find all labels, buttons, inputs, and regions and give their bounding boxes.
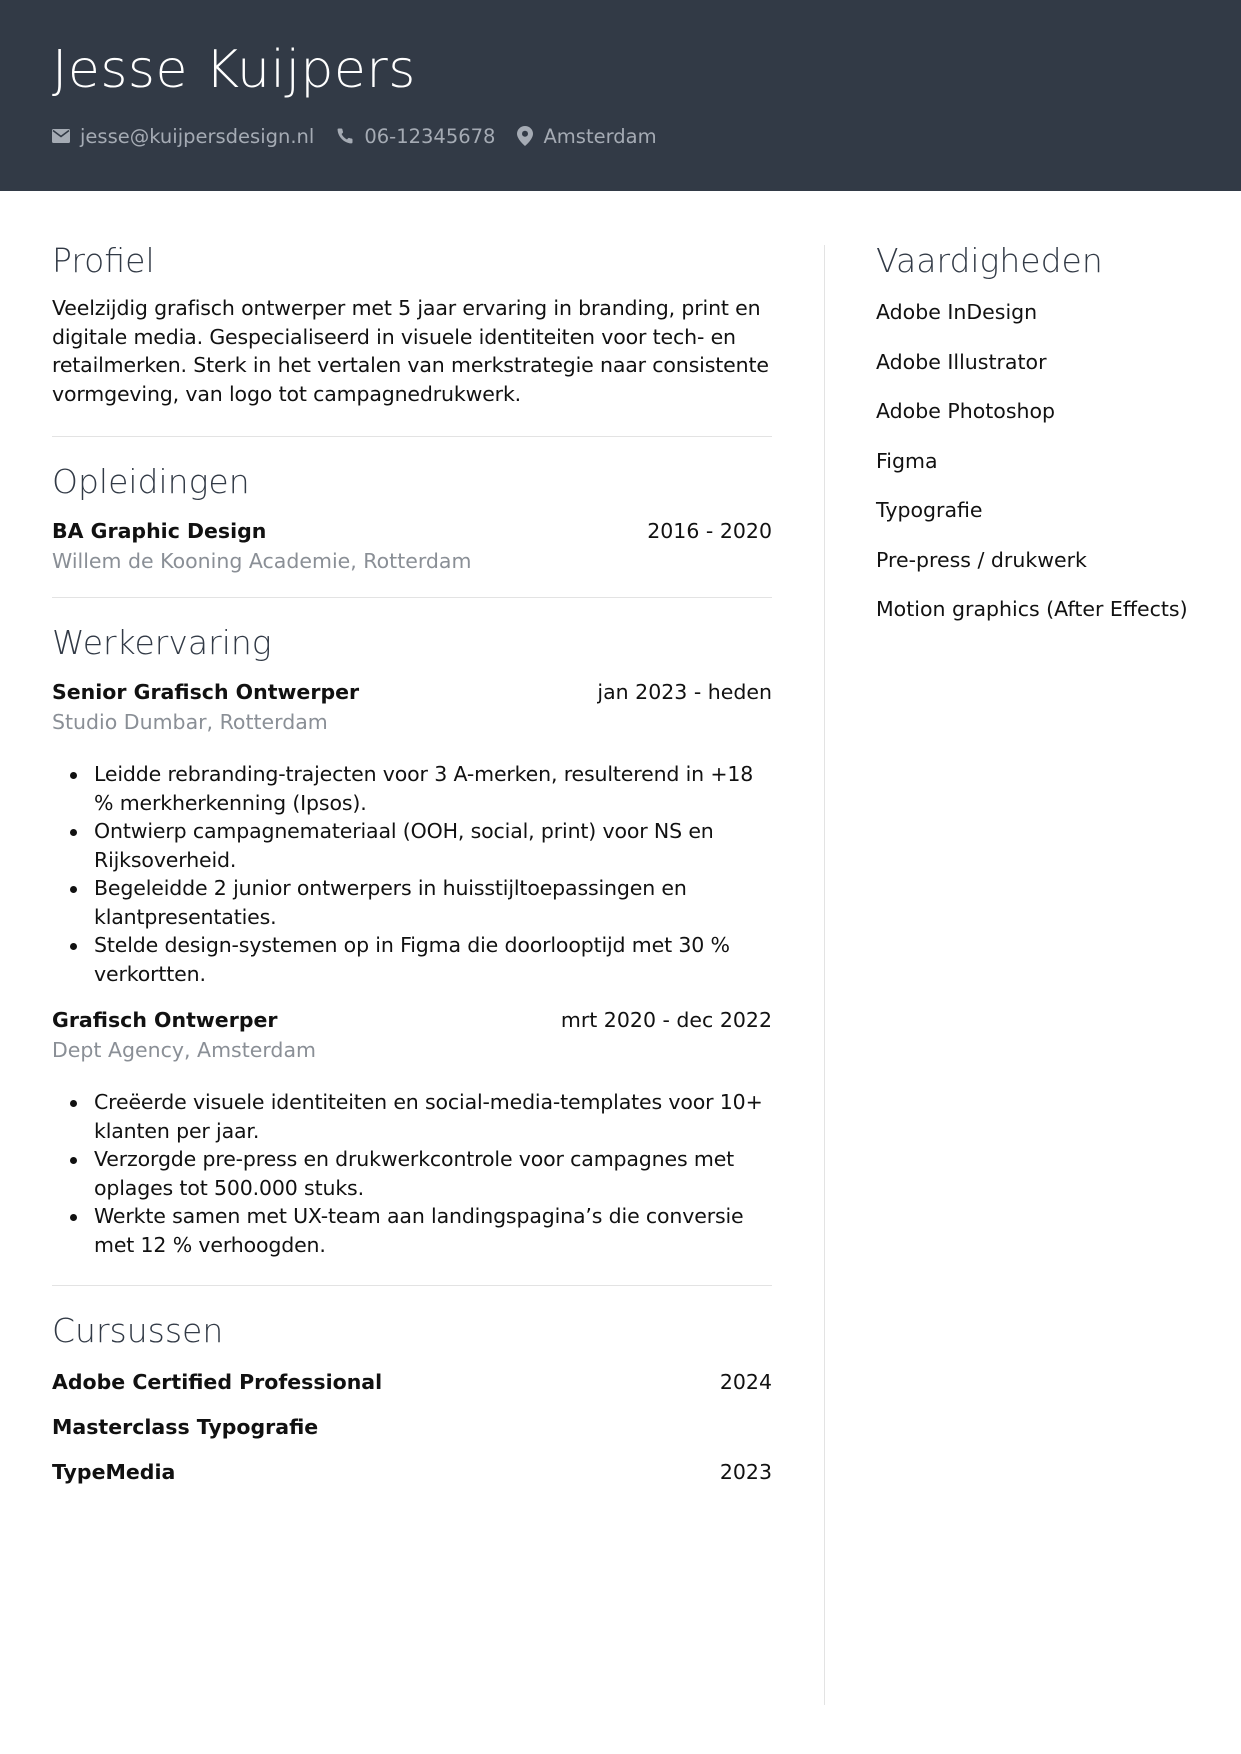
achievement-item: Verzorgde pre-press en drukwerkcontrole voor campagnes met oplages tot 500.000 stuks. (94, 1145, 772, 1202)
education-period: 2016 - 2020 (647, 519, 772, 543)
section-divider (52, 597, 772, 598)
experience-header-row (52, 680, 772, 704)
cv-header (0, 0, 1241, 191)
education-header-row (52, 519, 772, 543)
section-title-courses: Cursussen (52, 1311, 224, 1350)
achievement-item: Creëerde visuele identiteiten en social-media-templates voor 10+ klanten per jaar. (94, 1088, 772, 1145)
contact-bar (52, 122, 657, 150)
profile-text: Veelzijdig grafisch ontwerper met 5 jaar ervaring in branding, print en digitale media. Gespecialiseerd in visuele identiteiten voor tech- en retailmerken. Sterk in het vertalen van merkstrategie naar consistente vormgeving, van logo tot campagnedrukwerk. (52, 296, 769, 406)
experience-entry (52, 680, 772, 988)
achievement-item: Begeleidde 2 junior ontwerpers in huisstijltoepassingen en klantpresentaties. (94, 874, 772, 931)
phone-text: 06-12345678 (364, 124, 496, 148)
experience-entry (52, 1008, 772, 1259)
section-divider (52, 436, 772, 437)
section-divider (52, 1285, 772, 1286)
email-text: jesse@kuijpersdesign.nl (80, 124, 315, 148)
job-period: mrt 2020 - dec 2022 (560, 1008, 772, 1032)
phone-icon (336, 127, 354, 145)
courses-section (52, 1308, 772, 1484)
course-year: 2024 (719, 1370, 772, 1394)
achievement-item: Werkte samen met UX-team aan landingspagina’s die conversie met 12 % verhoogden. (94, 1202, 772, 1259)
company-name: Dept Agency, Amsterdam (52, 1038, 316, 1062)
company-name: Studio Dumbar, Rotterdam (52, 710, 328, 734)
location-text: Amsterdam (543, 124, 657, 148)
job-title: Senior Grafisch Ontwerper (52, 680, 360, 704)
skill-item: Adobe InDesign (876, 300, 1038, 324)
envelope-icon (52, 129, 70, 143)
contact-phone[interactable] (336, 125, 495, 148)
map-pin-icon (517, 126, 533, 146)
column-divider (824, 245, 825, 1705)
skill-item: Pre-press / drukwerk (876, 547, 1087, 572)
course-row (52, 1415, 772, 1439)
profile-section (52, 238, 772, 408)
education-entry (52, 519, 772, 573)
course-name: Masterclass Typografie (52, 1415, 319, 1439)
skill-item: Adobe Illustrator (876, 349, 1047, 374)
skill-item: Adobe Photoshop (876, 399, 1056, 423)
education-section (52, 459, 772, 573)
achievement-list (52, 760, 772, 988)
candidate-name: Jesse Kuijpers (52, 40, 416, 100)
skill-item: Typografie (876, 498, 983, 522)
experience-header-row (52, 1008, 772, 1032)
achievement-list (52, 1088, 772, 1259)
job-period: jan 2023 - heden (597, 680, 772, 704)
school-name: Willem de Kooning Academie, Rotterdam (52, 549, 472, 573)
job-title: Grafisch Ontwerper (52, 1008, 278, 1032)
course-name: Adobe Certified Professional (52, 1370, 383, 1394)
experience-section (52, 620, 772, 1259)
course-row (52, 1460, 772, 1484)
skill-item: Figma (876, 448, 938, 473)
course-year: 2023 (719, 1460, 772, 1484)
section-title-experience: Werkervaring (52, 623, 272, 662)
course-row (52, 1370, 772, 1394)
achievement-item: Stelde design-systemen op in Figma die doorlooptijd met 30 % verkortten. (94, 931, 772, 988)
main-column (52, 238, 772, 1484)
achievement-item: Ontwierp campagnemateriaal (OOH, social, print) voor NS en Rijksoverheid. (94, 817, 772, 874)
section-title-skills: Vaardigheden (876, 241, 1103, 280)
course-name: TypeMedia (52, 1460, 176, 1484)
side-column (876, 238, 1216, 623)
section-title-education: Opleidingen (52, 462, 250, 501)
section-title-profile: Profiel (52, 241, 155, 280)
contact-email[interactable] (52, 125, 314, 148)
degree-title: BA Graphic Design (52, 519, 267, 543)
contact-location (517, 125, 656, 148)
achievement-item: Leidde rebranding-trajecten voor 3 A-merken, resulterend in +18 % merkherkenning (Ipsos). (94, 760, 772, 817)
skill-item: Motion graphics (After Effects) (876, 597, 1188, 621)
